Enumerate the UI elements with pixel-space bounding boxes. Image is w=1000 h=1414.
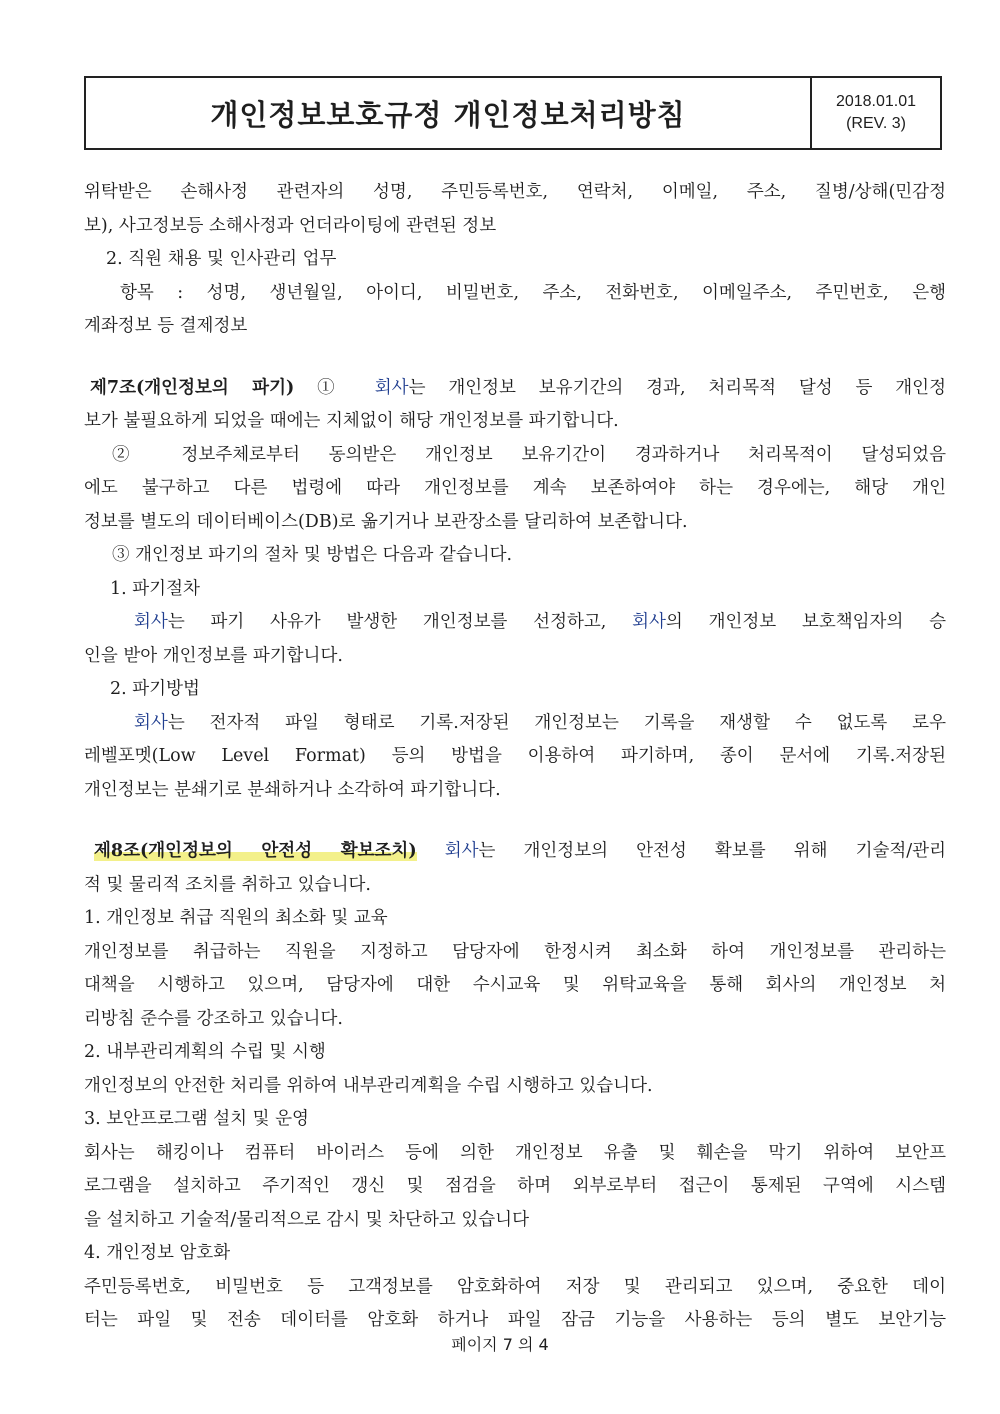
- list-item: 1. 개인정보 취급 직원의 최소화 및 교육: [84, 908, 388, 928]
- text-line: 리방침 준수를 강조하고 있습니다.: [84, 1008, 343, 1029]
- text-line: 적 및 물리적 조치를 취하고 있습니다.: [84, 874, 371, 895]
- text-fragment: 는 개인정보의 안전성 확보를 위해 기술적/관리: [478, 841, 946, 861]
- revision-date: 2018.01.01: [835, 93, 917, 110]
- spacer: [84, 344, 946, 372]
- text-line: 에도 불구하고 다른 법령에 따라 개인정보를 계속 보존하여야 하는 경우에는, 해당 개인: [84, 478, 946, 498]
- list-item: 2. 내부관리계획의 수립 및 시행: [84, 1042, 326, 1062]
- spacer: [84, 807, 946, 835]
- company-term: 회사: [374, 377, 409, 398]
- text-fragment: 는 파기 사유가 발생한 개인정보를 선정하고,: [167, 612, 607, 632]
- revision-number: (REV. 3): [846, 115, 906, 132]
- company-term: 회사: [134, 712, 168, 733]
- text-line: 로그램을 설치하고 주기적인 갱신 및 점검을 하며 외부로부터 접근이 통제된 구역에 시스템: [84, 1176, 946, 1196]
- list-item: 4. 개인정보 암호화: [84, 1243, 231, 1263]
- text-line: 개인정보는 분쇄기로 분쇄하거나 소각하여 파기합니다.: [84, 779, 501, 800]
- revision-box: [810, 78, 940, 148]
- text-line: 정보를 별도의 데이터베이스(DB)로 옮기거나 보관장소를 달리하여 보존합니다.: [84, 511, 688, 532]
- document-body: [84, 176, 946, 1338]
- article-8-heading-line: [84, 835, 946, 869]
- text-line: 개인정보의 안전한 처리를 위하여 내부관리계획을 수립 시행하고 있습니다.: [84, 1075, 653, 1096]
- text-line: ② 정보주체로부터 동의받은 개인정보 보유기간이 경과하거나 처리목적이 달성되었음: [112, 444, 946, 465]
- text-fragment: 는 개인정보 보유기간의 경과, 처리목적 달성 등 개인정: [408, 377, 946, 398]
- article-7-title: 제7조(개인정보의 파기): [90, 377, 295, 398]
- text-line: 보), 사고정보등 소해사정과 언더라이팅에 관련된 정보: [84, 215, 497, 236]
- company-term: 회사: [444, 841, 479, 861]
- text-fragment: 는 전자적 파일 형태로 기록.저장된 개인정보는 기록을 재생할 수 없도록 로우: [167, 712, 946, 733]
- article-8-title: 제8조(개인정보의 안전성 확보조치): [94, 841, 417, 861]
- text-line: ③ 개인정보 파기의 절차 및 방법은 다음과 같습니다.: [112, 545, 513, 565]
- document-header: [84, 76, 942, 150]
- text-line: 계좌정보 등 결제정보: [84, 316, 248, 336]
- text-line: 터는 파일 및 전송 데이터를 암호화 하거나 파일 잠금 기능을 사용하는 등의 별도 보안기능: [84, 1310, 946, 1330]
- text-line: 항목 : 성명, 생년월일, 아이디, 비밀번호, 주소, 전화번호, 이메일주소, 주민번호, 은행: [120, 282, 946, 303]
- text-line: 위탁받은 손해사정 관련자의 성명, 주민등록번호, 연락처, 이메일, 주소, 질병/상해(민감정: [84, 182, 946, 202]
- text-line: 을 설치하고 기술적/물리적으로 감시 및 차단하고 있습니다: [84, 1209, 529, 1230]
- list-item: 2. 직원 채용 및 인사관리 업무: [106, 249, 337, 269]
- page-number: 페이지 7 의 4: [451, 1335, 549, 1354]
- company-term: 회사: [134, 612, 168, 632]
- text-line: [84, 707, 946, 741]
- text-line: 주민등록번호, 비밀번호 등 고객정보를 암호화하여 저장 및 관리되고 있으며, 중요한 데이: [84, 1276, 946, 1297]
- text-fragment: 의 개인정보 보호책임자의 승: [665, 612, 946, 632]
- text-line: 회사는 해킹이나 컴퓨터 바이러스 등에 의한 개인정보 유출 및 훼손을 막기 위하여 보안프: [84, 1142, 946, 1163]
- circled-number: ①: [317, 377, 352, 398]
- article-7-heading-line: [84, 372, 946, 406]
- document-title: 개인정보보호규정 개인정보처리방침: [210, 97, 686, 132]
- text-line: 대책을 시행하고 있으며, 담당자에 대한 수시교육 및 위탁교육을 통해 회사의 개인정보 처: [84, 975, 946, 995]
- text-line: 보가 불필요하게 되었을 때에는 지체없이 해당 개인정보를 파기합니다.: [84, 411, 619, 431]
- text-line: [84, 606, 946, 640]
- company-term: 회사: [632, 612, 666, 632]
- text-line: 레벨포멧(Low Level Format) 등의 방법을 이용하여 파기하며, 종이 문서에 기록.저장된: [84, 746, 946, 766]
- text-line: 인을 받아 개인정보를 파기합니다.: [84, 645, 343, 666]
- list-item: 1. 파기절차: [110, 578, 200, 599]
- text-line: 개인정보를 취급하는 직원을 지정하고 담당자에 한정시켜 최소화 하여 개인정보를 관리하는: [84, 941, 946, 962]
- list-item: 2. 파기방법: [110, 679, 200, 699]
- list-item: 3. 보안프로그램 설치 및 운영: [84, 1109, 309, 1129]
